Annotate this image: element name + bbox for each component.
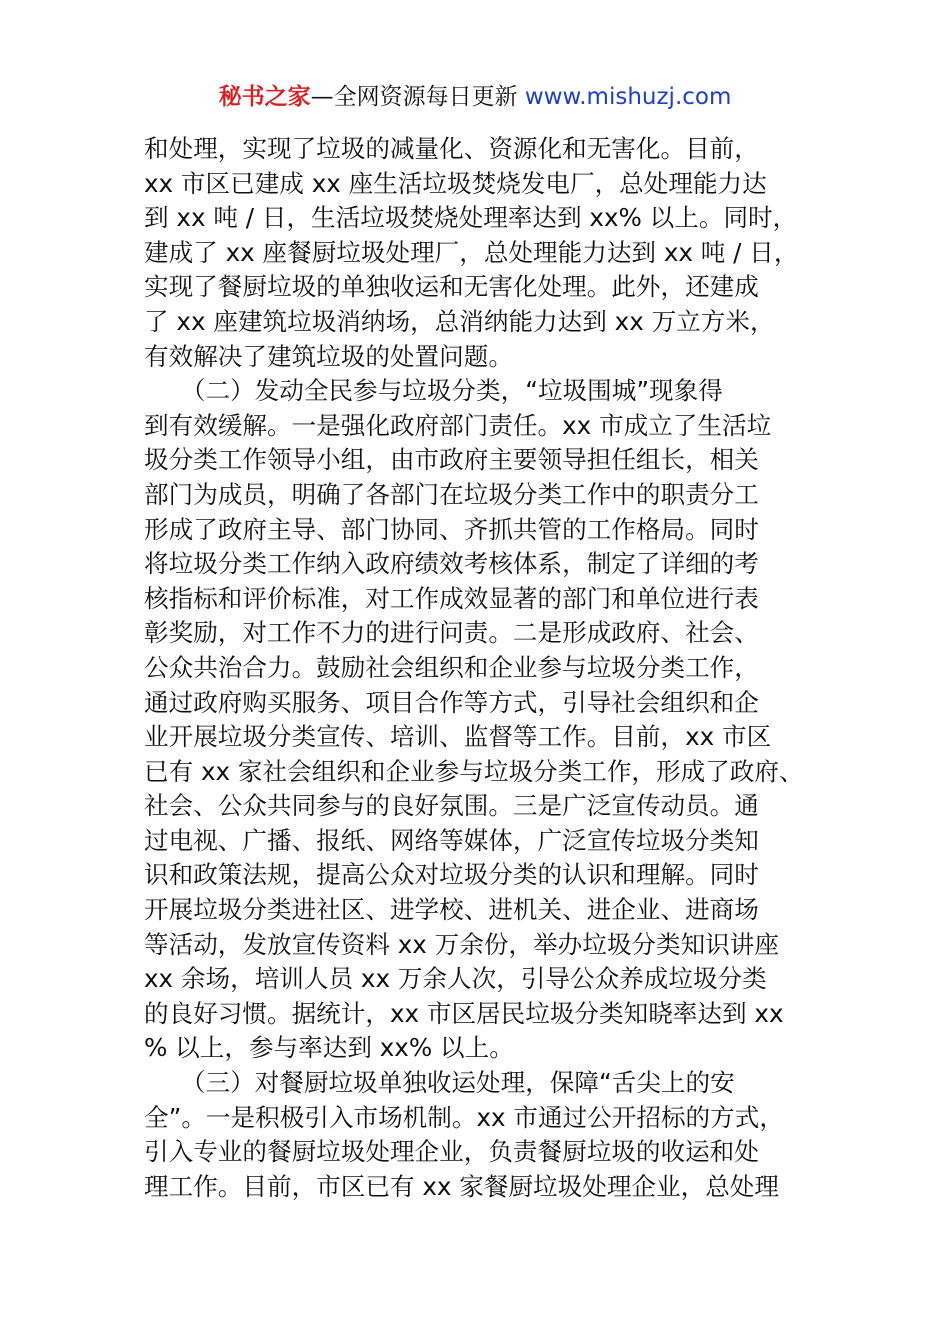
text-line: 形成了政府主导、部门协同、齐抓共管的工作格局。同时 bbox=[144, 514, 759, 544]
text-line: 业开展垃圾分类宣传、培训、监督等工作。目前，xx 市区 bbox=[144, 722, 772, 752]
text-line: 核指标和评价标准，对工作成效显著的部门和单位进行表 bbox=[144, 583, 759, 613]
text-line: 彰奖励，对工作不力的进行问责。二是形成政府、社会、 bbox=[144, 618, 759, 648]
text-line: 到 xx 吨 / 日，生活垃圾焚烧处理率达到 xx% 以上。同时， bbox=[144, 203, 798, 233]
text-line: xx 余场，培训人员 xx 万余人次，引导公众养成垃圾分类 bbox=[144, 964, 767, 994]
paragraph-start: （二）发动全民参与垃圾分类，“垃圾围城”现象得 bbox=[144, 376, 723, 406]
text-line: 公众共治合力。鼓励社会组织和企业参与垃圾分类工作， bbox=[144, 652, 759, 682]
site-url-link[interactable]: www.mishuzj.com bbox=[524, 84, 732, 110]
text-line: 已有 xx 家社会组织和企业参与垃圾分类工作，形成了政府、 bbox=[144, 756, 804, 786]
site-header bbox=[0, 82, 950, 112]
text-line: 通过政府购买服务、项目合作等方式，引导社会组织和企 bbox=[144, 687, 759, 717]
text-line: 到有效缓解。一是强化政府部门责任。xx 市成立了生活垃 bbox=[144, 410, 772, 440]
text-line: % 以上，参与率达到 xx% 以上。 bbox=[144, 1033, 514, 1063]
text-line: 部门为成员，明确了各部门在垃圾分类工作中的职责分工 bbox=[144, 479, 759, 509]
text-line: 引入专业的餐厨垃圾处理企业，负责餐厨垃圾的收运和处 bbox=[144, 1137, 759, 1167]
text-line: 社会、公众共同参与的良好氛围。三是广泛宣传动员。通 bbox=[144, 791, 759, 821]
text-line: 等活动，发放宣传资料 xx 万余份，举办垃圾分类知识讲座 bbox=[144, 929, 779, 959]
text-line: 全”。一是积极引入市场机制。xx 市通过公开招标的方式， bbox=[144, 1102, 784, 1132]
text-line: 将垃圾分类工作纳入政府绩效考核体系，制定了详细的考 bbox=[144, 549, 759, 579]
text-line: 的良好习惯。据统计，xx 市区居民垃圾分类知晓率达到 xx bbox=[144, 998, 784, 1028]
text-line: 理工作。目前，市区已有 xx 家餐厨垃圾处理企业，总处理 bbox=[144, 1171, 779, 1201]
text-line: 圾分类工作领导小组，由市政府主要领导担任组长，相关 bbox=[144, 445, 759, 475]
site-tagline: —全网资源每日更新 bbox=[310, 84, 518, 110]
text-line: 开展垃圾分类进社区、进学校、进机关、进企业、进商场 bbox=[144, 895, 759, 925]
text-line: 了 xx 座建筑垃圾消纳场，总消纳能力达到 xx 万立方米， bbox=[144, 306, 775, 336]
document-body bbox=[144, 132, 814, 1204]
text-line: 和处理，实现了垃圾的减量化、资源化和无害化。目前， bbox=[144, 134, 759, 163]
text-line: 实现了餐厨垃圾的单独收运和无害化处理。此外，还建成 bbox=[144, 272, 759, 302]
text-line: 有效解决了建筑垃圾的处置问题。 bbox=[144, 341, 513, 371]
paragraph-start: （三）对餐厨垃圾单独收运处理，保障“舌尖上的安 bbox=[144, 1068, 735, 1098]
text-line: 建成了 xx 座餐厨垃圾处理厂，总处理能力达到 xx 吨 / 日， bbox=[144, 237, 799, 267]
text-line: 过电视、广播、报纸、网络等媒体，广泛宣传垃圾分类知 bbox=[144, 825, 759, 855]
text-line: xx 市区已建成 xx 座生活垃圾焚烧发电厂，总处理能力达 bbox=[144, 168, 767, 198]
text-line: 识和政策法规，提高公众对垃圾分类的认识和理解。同时 bbox=[144, 860, 759, 890]
site-brand: 秘书之家 bbox=[218, 84, 311, 110]
